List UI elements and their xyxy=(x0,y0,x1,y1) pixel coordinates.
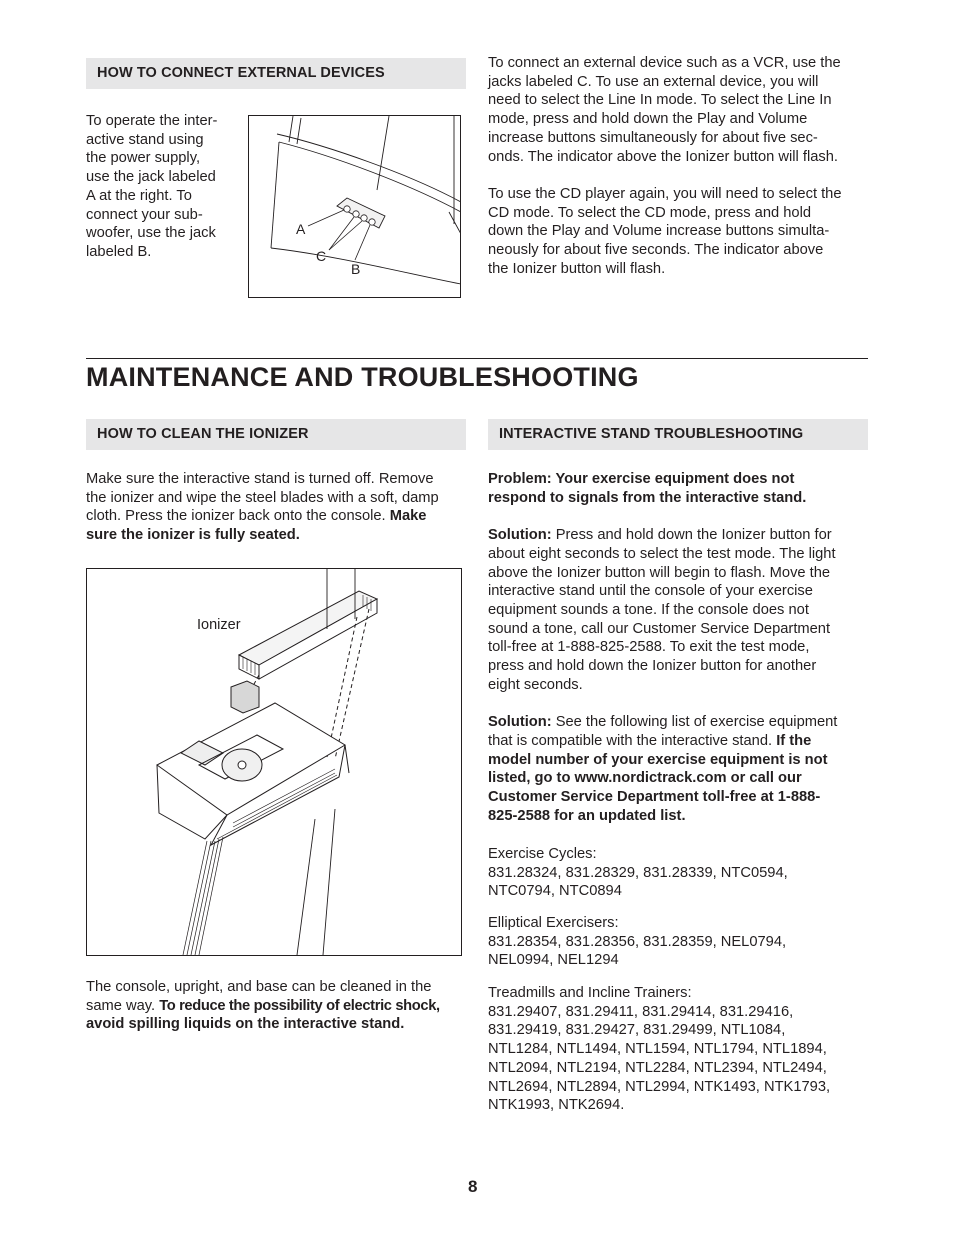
ionizer-figure xyxy=(86,568,462,956)
label-c: C xyxy=(316,248,327,264)
model-category: Treadmills and Incline Trainers: xyxy=(488,985,692,1001)
solution-2-label: Solution: xyxy=(488,714,552,731)
page-number: 8 xyxy=(468,1177,478,1196)
troubleshooting-text: Problem: Your exercise equipment does not respond to signals from the interactive stand. Solution: Press and hold down the Ionizer button for about eight seconds to select the test mode. The light above the Ionizer button will begin to flash. Move the interactive stand until the console of your exercise equipment sounds a tone. If the console does not sound a tone, call our Customer Service Department toll-free at 1-888-825-2588. To exit the test mode, press and hold down the Ionizer button for another eight seconds. Solution: See the following list of exercise equipment that is compatible with the interactive stand. If the model number of your exercise equipment is not listed, go to www.nordictrack.com or call our Customer Service Department toll-free at 1-888- 825-2588 for an updated list. xyxy=(488,471,838,824)
model-category: Exercise Cycles: xyxy=(488,846,597,862)
clean-ionizer-heading-bar xyxy=(86,419,466,450)
model-list-treadmills: Treadmills and Incline Trainers: 831.29407, 831.29411, 831.29414, 831.29416, 831.29419, 831.29427, 831.29499, NTL1084, NTL1284, NTL1494, NTL1594, NTL1794, NTL1894, NTL2094, NTL2194, NTL2284, NTL2394, NTL2494, NTL2694, NTL2894, NTL2994, NTK1493, NTK1793, NTK1993, NTK2694. xyxy=(488,984,873,1115)
external-devices-heading-bar xyxy=(86,58,466,89)
clean-console-text: The console, upright, and base can be cleaned in the same way. To reduce the possibility of electric shock, avoid spilling liquids on the interactive stand. xyxy=(86,979,440,1033)
problem-line-2: respond to signals from the interactive stand. xyxy=(488,489,807,506)
external-devices-heading: HOW TO CONNECT EXTERNAL DEVICES xyxy=(97,65,385,81)
troubleshooting-heading-bar xyxy=(488,419,868,450)
ionizer-illustration xyxy=(87,569,461,955)
model-list-cycles: Exercise Cycles: 831.28324, 831.28329, 831.28339, NTC0594, NTC0794, NTC0894 xyxy=(488,845,873,901)
ionizer-label: Ionizer xyxy=(197,617,241,633)
jack-diagram-figure xyxy=(248,115,461,298)
label-a: A xyxy=(296,221,306,237)
section-title: MAINTENANCE AND TROUBLESHOOTING xyxy=(86,362,639,392)
troubleshooting-heading: INTERACTIVE STAND TROUBLESHOOTING xyxy=(499,426,804,442)
label-b: B xyxy=(351,261,361,277)
external-right-text: To connect an external device such as a VCR, use the jacks labeled C. To use an external device, you will need to select the Line In mode. To select the Line In mode, press and hold down the Play and Volume increase buttons simultaneously for about five sec- onds. The indicator above the Ionizer button will flash. To use the CD player again, you will need to select the CD mode. To select the CD mode, press and hold down the Play and Volume increase buttons simulta- neously for about five seconds. The indicator above the Ionizer button will flash. xyxy=(488,55,842,277)
external-left-text: To operate the inter- active stand using the power supply, use the jack labeled A at the right. To connect your sub- woofer, use the jack labeled B. xyxy=(86,113,218,260)
model-category: Elliptical Exercisers: xyxy=(488,915,619,931)
solution-1-label: Solution: xyxy=(488,527,552,544)
jack-diagram-illustration xyxy=(249,116,460,297)
problem-line-1: Problem: Your exercise equipment does not xyxy=(488,471,795,487)
clean-ionizer-text: Make sure the interactive stand is turned off. Remove the ionizer and wipe the steel blades with a soft, damp cloth. Press the ionizer back onto the console. Make sure the ionizer is fully seated. xyxy=(86,471,439,544)
section-rule xyxy=(86,358,868,359)
clean-ionizer-heading: HOW TO CLEAN THE IONIZER xyxy=(97,426,309,442)
model-list-ellipticals: Elliptical Exercisers: 831.28354, 831.28356, 831.28359, NEL0794, NEL0994, NEL1294 xyxy=(488,914,873,970)
